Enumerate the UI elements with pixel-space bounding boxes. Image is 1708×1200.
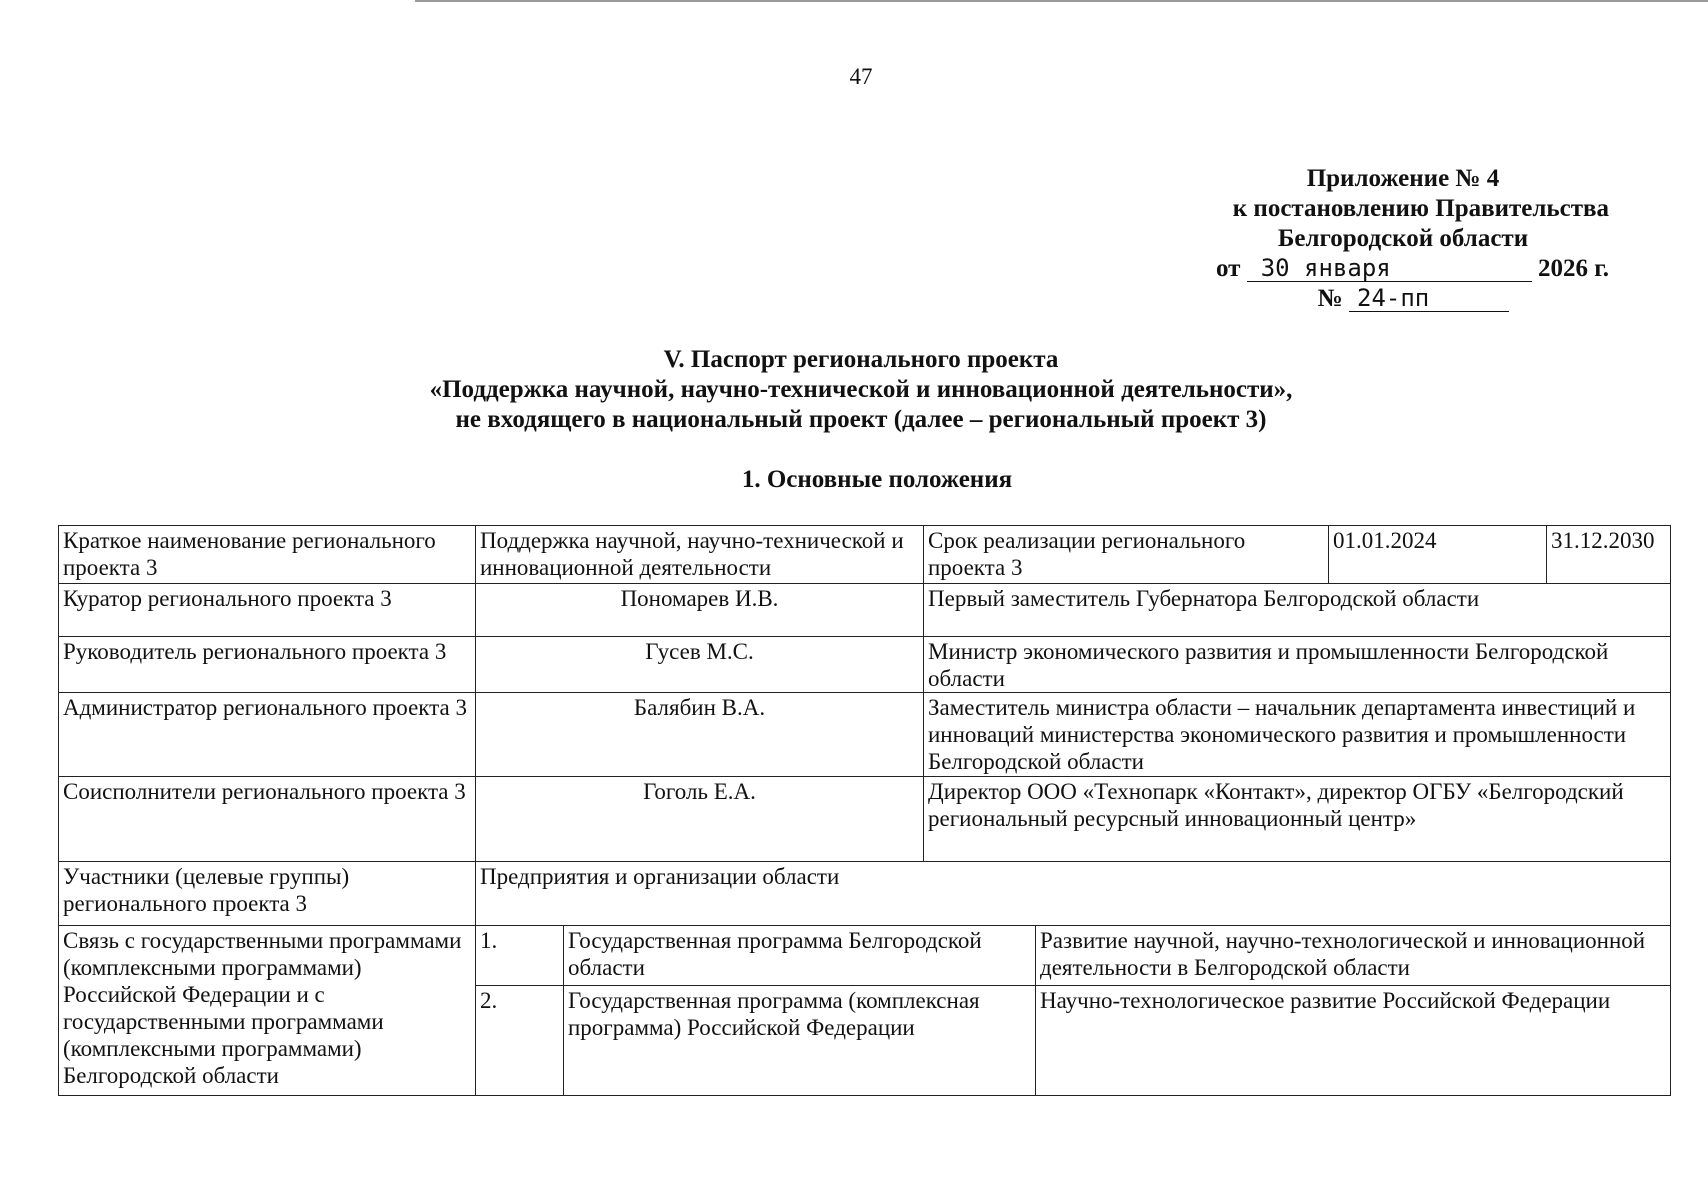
program-number: 1. <box>476 926 564 986</box>
head-person: Гусев М.С. <box>476 637 924 693</box>
program-number: 2. <box>476 986 564 1096</box>
document-title-line-3: не входящего в национальный проект (далее – региональный проект 3) <box>455 406 1267 433</box>
table-row <box>59 526 1671 584</box>
short-name-label: Краткое наименование регионального проекта 3 <box>59 526 476 584</box>
table-row <box>59 584 1671 637</box>
document-title-line-2: «Поддержка научной, научно-технической и инновационной деятельности», <box>429 376 1293 403</box>
document-title-line-1: V. Паспорт регионального проекта <box>663 346 1059 373</box>
table-row <box>59 637 1671 693</box>
document-title <box>0 345 1708 435</box>
start-date: 01.01.2024 <box>1329 526 1547 584</box>
curator-label: Куратор регионального проекта 3 <box>59 584 476 637</box>
head-position: Министр экономического развития и промышленности Белгородской области <box>924 637 1671 693</box>
appendix-region-line: Белгородской области <box>1277 225 1529 252</box>
program-name: Научно-технологическое развитие Российской Федерации <box>1036 986 1671 1096</box>
table-row <box>59 693 1671 777</box>
administrator-label: Администратор регионального проекта 3 <box>59 693 476 777</box>
table-row <box>59 777 1671 862</box>
curator-position: Первый заместитель Губернатора Белгородской области <box>924 584 1671 637</box>
appendix-title: Приложение № 4 <box>1306 165 1500 192</box>
end-date: 31.12.2030 <box>1547 526 1671 584</box>
curator-person: Пономарев И.В. <box>476 584 924 637</box>
participants-value: Предприятия и организации области <box>476 862 1671 926</box>
page-number: 47 <box>849 64 873 89</box>
program-type: Государственная программа Белгородской области <box>564 926 1036 986</box>
program-type: Государственная программа (комплексная программа) Российской Федерации <box>564 986 1036 1096</box>
project-passport-table <box>58 525 1671 1096</box>
number-prefix: № <box>1317 285 1343 312</box>
administrator-position: Заместитель министра области – начальник департамента инвестиций и инноваций министерства экономического развития и промышленности Белгородской области <box>924 693 1671 777</box>
coexecutors-position: Директор ООО «Технопарк «Контакт», директор ОГБУ «Белгородский региональный ресурсный инновационный центр» <box>924 777 1671 862</box>
coexecutors-person: Гоголь Е.А. <box>476 777 924 862</box>
table-row <box>59 926 1671 986</box>
program-name: Развитие научной, научно-технологической и инновационной деятельности в Белгородской области <box>1036 926 1671 986</box>
head-label: Руководитель регионального проекта 3 <box>59 637 476 693</box>
appendix-resolution-line: к постановлению Правительства <box>1232 195 1609 222</box>
coexecutors-label: Соисполнители регионального проекта 3 <box>59 777 476 862</box>
date-prefix: от <box>1216 255 1241 282</box>
scan-edge-line <box>415 0 1708 2</box>
date-year: 2026 г. <box>1537 255 1609 282</box>
appendix-date-line <box>1189 254 1609 284</box>
section-heading: 1. Основные положения <box>741 466 1013 493</box>
short-name-value: Поддержка научной, научно-технической и инновационной деятельности <box>476 526 924 584</box>
administrator-person: Балябин В.А. <box>476 693 924 777</box>
participants-label: Участники (целевые группы) регионального проекта 3 <box>59 862 476 926</box>
appendix-number-line <box>1189 284 1609 314</box>
table-row <box>59 862 1671 926</box>
number-value: 24-пп <box>1349 285 1509 312</box>
programs-label: Связь с государственными программами (комплексными программами) Российской Федерации и с государственными программами (комплексными программами) Белгородской области <box>59 926 476 1096</box>
appendix-block <box>1189 164 1609 314</box>
date-value: 30 января <box>1247 255 1532 282</box>
term-label: Срок реализации регионального проекта 3 <box>924 526 1329 584</box>
